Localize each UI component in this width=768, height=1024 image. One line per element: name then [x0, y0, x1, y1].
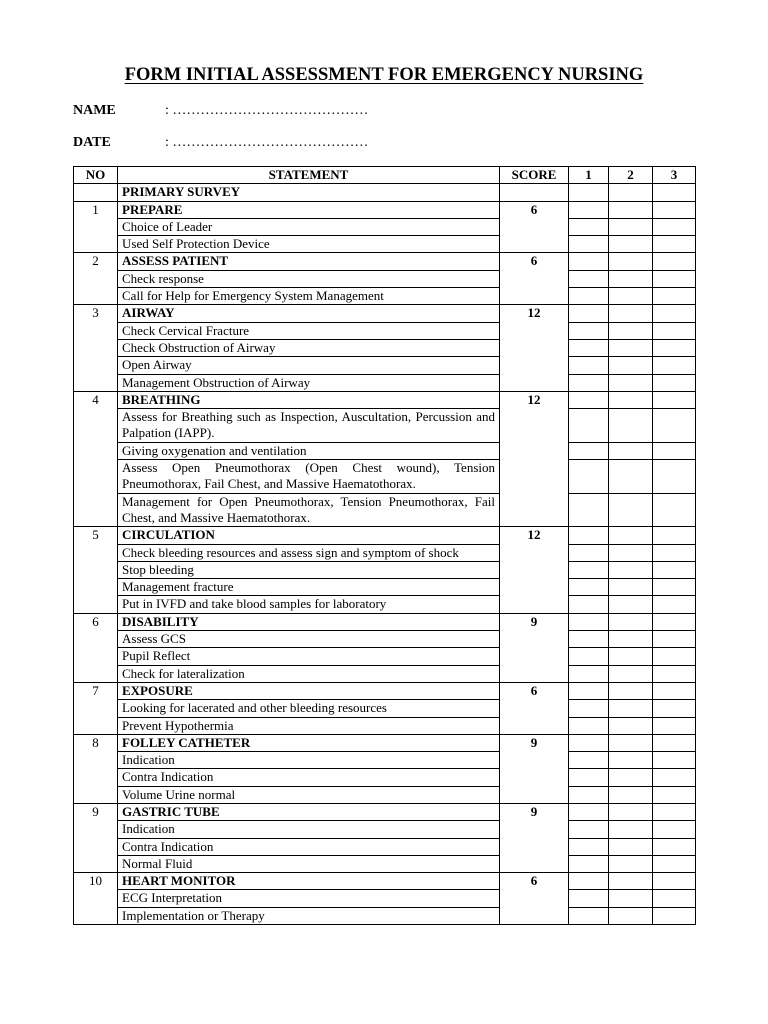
- score-box-2[interactable]: [609, 561, 653, 578]
- section-number: 2: [74, 253, 118, 305]
- section-title: EXPOSURE: [118, 682, 500, 699]
- score-box-3[interactable]: [653, 682, 696, 699]
- score-box-2[interactable]: [609, 855, 653, 872]
- section-title-row: [74, 734, 696, 751]
- score-box-2[interactable]: [609, 391, 653, 408]
- section-number: 4: [74, 391, 118, 526]
- score-box-3[interactable]: [653, 305, 696, 322]
- table-header-row: [74, 167, 696, 184]
- date-label: DATE: [73, 135, 111, 150]
- score-box-2[interactable]: [609, 322, 653, 339]
- score-box-3[interactable]: [653, 527, 696, 544]
- score-box-2[interactable]: [609, 288, 653, 305]
- section-title: PREPARE: [118, 201, 500, 218]
- section-title: CIRCULATION: [118, 527, 500, 544]
- score-box-3[interactable]: [653, 752, 696, 769]
- section-title-row: [74, 253, 696, 270]
- table-row: [74, 288, 696, 305]
- table-row: [74, 544, 696, 561]
- section-number: 3: [74, 305, 118, 391]
- statement-item: Prevent Hypothermia: [118, 717, 500, 734]
- score-box-1[interactable]: [569, 339, 609, 356]
- score-box-1[interactable]: [569, 305, 609, 322]
- score-box-3[interactable]: [653, 253, 696, 270]
- score-box-1[interactable]: [569, 821, 609, 838]
- section-score: 12: [500, 305, 569, 391]
- section-score: 12: [500, 527, 569, 613]
- section-number: 7: [74, 682, 118, 734]
- score-box-3[interactable]: [653, 579, 696, 596]
- score-box-1[interactable]: [569, 838, 609, 855]
- statement-item: Contra Indication: [118, 769, 500, 786]
- statement-item: Volume Urine normal: [118, 786, 500, 803]
- score-box-2[interactable]: [609, 357, 653, 374]
- score-box-1[interactable]: [569, 596, 609, 613]
- score-box-1[interactable]: [569, 357, 609, 374]
- score-box-2[interactable]: [609, 218, 653, 235]
- section-score: 6: [500, 682, 569, 734]
- score-box-3[interactable]: [653, 236, 696, 253]
- score-box-2[interactable]: [609, 803, 653, 820]
- section-title-row: [74, 305, 696, 322]
- score-box-1[interactable]: [569, 442, 609, 459]
- score-box-1[interactable]: [569, 700, 609, 717]
- score-box-2[interactable]: [609, 270, 653, 287]
- table-row: [74, 907, 696, 924]
- table-row: [74, 374, 696, 391]
- score-box-2[interactable]: [609, 700, 653, 717]
- statement-item: ECG Interpretation: [118, 890, 500, 907]
- header-no: NO: [74, 167, 118, 184]
- section-title: FOLLEY CATHETER: [118, 734, 500, 751]
- score-box-3[interactable]: [653, 391, 696, 408]
- score-box-1[interactable]: [569, 270, 609, 287]
- assessment-table: [73, 166, 696, 925]
- score-box-2[interactable]: [609, 873, 653, 890]
- section-score: 9: [500, 803, 569, 872]
- score-box-1[interactable]: [569, 218, 609, 235]
- score-box-1[interactable]: [569, 544, 609, 561]
- score-box-1[interactable]: [569, 253, 609, 270]
- form-title-text: FORM INITIAL ASSESSMENT FOR EMERGENCY NURSING: [124, 65, 644, 85]
- table-row: [74, 409, 696, 443]
- statement-item: Giving oxygenation and ventilation: [118, 442, 500, 459]
- primary-survey-label: PRIMARY SURVEY: [118, 184, 500, 201]
- score-box-2[interactable]: [609, 374, 653, 391]
- score-box-2[interactable]: [609, 648, 653, 665]
- header-col-3: 3: [653, 167, 696, 184]
- section-title-row: [74, 803, 696, 820]
- table-row: [74, 596, 696, 613]
- statement-item: Check bleeding resources and assess sign and symptom of shock: [118, 544, 500, 561]
- score-box-3[interactable]: [653, 544, 696, 561]
- section-number: 10: [74, 873, 118, 925]
- score-box-2[interactable]: [609, 769, 653, 786]
- table-row: [74, 752, 696, 769]
- table-row: [74, 717, 696, 734]
- score-box-3[interactable]: [653, 357, 696, 374]
- primary-survey-no-cell: [74, 184, 118, 201]
- score-box-1[interactable]: [569, 579, 609, 596]
- section-score: 6: [500, 253, 569, 305]
- score-box-3[interactable]: [653, 409, 696, 443]
- statement-item: Indication: [118, 821, 500, 838]
- statement-item: Open Airway: [118, 357, 500, 374]
- score-box-2[interactable]: [609, 544, 653, 561]
- section-title: HEART MONITOR: [118, 873, 500, 890]
- table-row: [74, 786, 696, 803]
- score-box-2[interactable]: [609, 752, 653, 769]
- score-box-2[interactable]: [609, 493, 653, 527]
- score-box-2[interactable]: [609, 821, 653, 838]
- score-box-1[interactable]: [569, 769, 609, 786]
- score-box-1[interactable]: [569, 288, 609, 305]
- score-box-2[interactable]: [609, 409, 653, 443]
- section-score: 9: [500, 734, 569, 803]
- score-box-3[interactable]: [653, 890, 696, 907]
- score-box-2[interactable]: [609, 460, 653, 494]
- statement-item: Implementation or Therapy: [118, 907, 500, 924]
- score-box-1[interactable]: [569, 786, 609, 803]
- statement-item: Check for lateralization: [118, 665, 500, 682]
- name-label: NAME: [73, 103, 116, 118]
- section-title-row: [74, 682, 696, 699]
- score-box-2[interactable]: [609, 339, 653, 356]
- statement-item: Looking for lacerated and other bleeding resources: [118, 700, 500, 717]
- table-row: [74, 890, 696, 907]
- statement-item: Assess Open Pneumothorax (Open Chest wound), Tension Pneumothorax, Fail Chest, and Massive Haematothorax.: [118, 460, 500, 494]
- score-box-3[interactable]: [653, 665, 696, 682]
- score-box-3[interactable]: [653, 270, 696, 287]
- table-row: [74, 339, 696, 356]
- score-box-3[interactable]: [653, 493, 696, 527]
- primary-survey-row: [74, 184, 696, 201]
- section-title: BREATHING: [118, 391, 500, 408]
- score-box-3[interactable]: [653, 631, 696, 648]
- section-number: 6: [74, 613, 118, 682]
- score-box-3[interactable]: [653, 218, 696, 235]
- score-box-1[interactable]: [569, 890, 609, 907]
- statement-item: Contra Indication: [118, 838, 500, 855]
- score-box-3[interactable]: [653, 786, 696, 803]
- score-box-3[interactable]: [653, 769, 696, 786]
- score-box-3[interactable]: [653, 734, 696, 751]
- score-box-1[interactable]: [569, 873, 609, 890]
- header-col-2: 2: [609, 167, 653, 184]
- section-number: 9: [74, 803, 118, 872]
- section-number: 8: [74, 734, 118, 803]
- score-box-2[interactable]: [609, 890, 653, 907]
- table-row: [74, 579, 696, 596]
- date-value[interactable]: : ……………………………………: [165, 135, 369, 150]
- form-title: [0, 64, 768, 86]
- table-row: [74, 218, 696, 235]
- section-title: GASTRIC TUBE: [118, 803, 500, 820]
- score-box-1[interactable]: [569, 907, 609, 924]
- table-row: [74, 236, 696, 253]
- score-box-2[interactable]: [609, 305, 653, 322]
- header-statement: STATEMENT: [118, 167, 500, 184]
- statement-item: Used Self Protection Device: [118, 236, 500, 253]
- section-score: 9: [500, 613, 569, 682]
- score-box-3[interactable]: [653, 821, 696, 838]
- score-box-1[interactable]: [569, 752, 609, 769]
- score-box-1[interactable]: [569, 613, 609, 630]
- score-box-3[interactable]: [653, 838, 696, 855]
- statement-item: Call for Help for Emergency System Management: [118, 288, 500, 305]
- score-box-3[interactable]: [653, 460, 696, 494]
- statement-item: Normal Fluid: [118, 855, 500, 872]
- statement-item: Choice of Leader: [118, 218, 500, 235]
- score-box-3[interactable]: [653, 700, 696, 717]
- score-box-3[interactable]: [653, 339, 696, 356]
- statement-item: Check Cervical Fracture: [118, 322, 500, 339]
- primary-survey-blank-1: [569, 184, 609, 201]
- table-row: [74, 631, 696, 648]
- score-box-1[interactable]: [569, 682, 609, 699]
- score-box-1[interactable]: [569, 322, 609, 339]
- score-box-1[interactable]: [569, 493, 609, 527]
- table-row: [74, 322, 696, 339]
- statement-item: Pupil Reflect: [118, 648, 500, 665]
- score-box-2[interactable]: [609, 613, 653, 630]
- score-box-2[interactable]: [609, 682, 653, 699]
- score-box-2[interactable]: [609, 236, 653, 253]
- table-row: [74, 855, 696, 872]
- score-box-1[interactable]: [569, 409, 609, 443]
- name-value[interactable]: : ……………………………………: [165, 103, 369, 118]
- statement-item: Management Obstruction of Airway: [118, 374, 500, 391]
- score-box-3[interactable]: [653, 596, 696, 613]
- table-row: [74, 442, 696, 459]
- score-box-2[interactable]: [609, 527, 653, 544]
- primary-survey-blank-2: [609, 184, 653, 201]
- score-box-1[interactable]: [569, 527, 609, 544]
- score-box-2[interactable]: [609, 838, 653, 855]
- section-title-row: [74, 613, 696, 630]
- score-box-3[interactable]: [653, 322, 696, 339]
- date-field[interactable]: [73, 134, 369, 152]
- statement-item: Assess for Breathing such as Inspection, Auscultation, Percussion and Palpation (IAPP).: [118, 409, 500, 443]
- score-box-3[interactable]: [653, 648, 696, 665]
- score-box-2[interactable]: [609, 201, 653, 218]
- score-box-1[interactable]: [569, 391, 609, 408]
- table-row: [74, 561, 696, 578]
- statement-item: Management for Open Pneumothorax, Tension Pneumothorax, Fail Chest, and Massive Haematothorax.: [118, 493, 500, 527]
- score-box-2[interactable]: [609, 579, 653, 596]
- score-box-1[interactable]: [569, 460, 609, 494]
- score-box-1[interactable]: [569, 201, 609, 218]
- section-title-row: [74, 201, 696, 218]
- score-box-1[interactable]: [569, 803, 609, 820]
- score-box-1[interactable]: [569, 648, 609, 665]
- score-box-2[interactable]: [609, 907, 653, 924]
- score-box-1[interactable]: [569, 717, 609, 734]
- header-col-1: 1: [569, 167, 609, 184]
- score-box-1[interactable]: [569, 665, 609, 682]
- table-row: [74, 460, 696, 494]
- score-box-2[interactable]: [609, 631, 653, 648]
- section-title: AIRWAY: [118, 305, 500, 322]
- table-row: [74, 769, 696, 786]
- name-field[interactable]: [73, 102, 369, 120]
- section-title-row: [74, 527, 696, 544]
- score-box-2[interactable]: [609, 442, 653, 459]
- table-row: [74, 357, 696, 374]
- score-box-2[interactable]: [609, 734, 653, 751]
- table-row: [74, 493, 696, 527]
- table-row: [74, 648, 696, 665]
- section-title-row: [74, 873, 696, 890]
- score-box-1[interactable]: [569, 631, 609, 648]
- score-box-1[interactable]: [569, 236, 609, 253]
- score-box-3[interactable]: [653, 855, 696, 872]
- score-box-1[interactable]: [569, 374, 609, 391]
- score-box-2[interactable]: [609, 253, 653, 270]
- section-title-row: [74, 391, 696, 408]
- score-box-3[interactable]: [653, 201, 696, 218]
- score-box-2[interactable]: [609, 596, 653, 613]
- table-row: [74, 821, 696, 838]
- section-score: 6: [500, 201, 569, 253]
- statement-item: Stop bleeding: [118, 561, 500, 578]
- table-row: [74, 270, 696, 287]
- statement-item: Assess GCS: [118, 631, 500, 648]
- score-box-3[interactable]: [653, 717, 696, 734]
- score-box-2[interactable]: [609, 665, 653, 682]
- table-row: [74, 665, 696, 682]
- statement-item: Management fracture: [118, 579, 500, 596]
- table-row: [74, 838, 696, 855]
- section-score: 12: [500, 391, 569, 526]
- score-box-1[interactable]: [569, 855, 609, 872]
- score-box-3[interactable]: [653, 613, 696, 630]
- section-number: 5: [74, 527, 118, 613]
- score-box-3[interactable]: [653, 442, 696, 459]
- statement-item: Check Obstruction of Airway: [118, 339, 500, 356]
- score-box-3[interactable]: [653, 907, 696, 924]
- table-row: [74, 700, 696, 717]
- score-box-2[interactable]: [609, 717, 653, 734]
- score-box-3[interactable]: [653, 803, 696, 820]
- section-score: 6: [500, 873, 569, 925]
- score-box-1[interactable]: [569, 561, 609, 578]
- score-box-3[interactable]: [653, 288, 696, 305]
- score-box-2[interactable]: [609, 786, 653, 803]
- section-title: ASSESS PATIENT: [118, 253, 500, 270]
- statement-item: Check response: [118, 270, 500, 287]
- primary-survey-blank-3: [653, 184, 696, 201]
- statement-item: Put in IVFD and take blood samples for laboratory: [118, 596, 500, 613]
- assessment-table-body: [74, 184, 696, 925]
- section-title: DISABILITY: [118, 613, 500, 630]
- score-box-1[interactable]: [569, 734, 609, 751]
- primary-survey-score-cell: [500, 184, 569, 201]
- score-box-3[interactable]: [653, 873, 696, 890]
- statement-item: Indication: [118, 752, 500, 769]
- section-number: 1: [74, 201, 118, 253]
- header-score: SCORE: [500, 167, 569, 184]
- score-box-3[interactable]: [653, 374, 696, 391]
- score-box-3[interactable]: [653, 561, 696, 578]
